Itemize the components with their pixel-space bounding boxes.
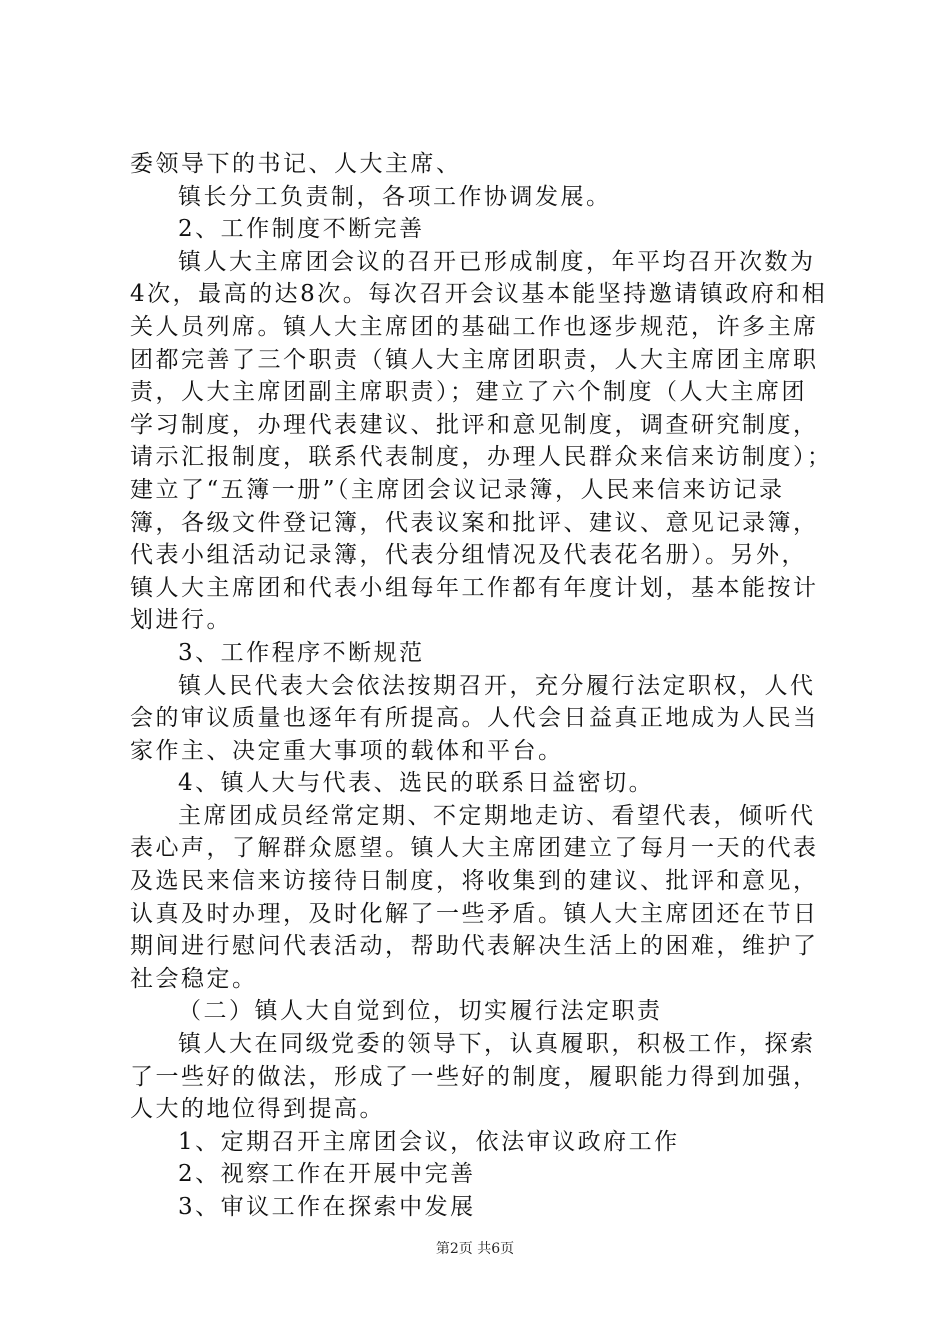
- text-line: 社会稳定。: [130, 965, 258, 992]
- text-line: 家作主、决定重大事项的载体和平台。: [130, 737, 564, 764]
- text-line: 责，人大主席团副主席职责）；建立了六个制度（人大主席团: [130, 379, 807, 406]
- text-line: 代表小组活动记录簿，代表分组情况及代表花名册）。另外，: [130, 542, 807, 569]
- text-line: 主席团成员经常定期、不定期地走访、看望代表，倾听代: [178, 802, 816, 829]
- text-line: 划进行。: [130, 607, 232, 634]
- text-line: 3、审议工作在探索中发展: [178, 1194, 476, 1220]
- text-line: 镇人大主席团和代表小组每年工作都有年度计划，基本能按计: [130, 574, 819, 601]
- text-line: 表心声，了解群众愿望。镇人大主席团建立了每月一天的代表: [130, 835, 819, 862]
- text-line: 建立了“五簿一册”（主席团会议记录簿，人民来信来访记录: [130, 476, 785, 503]
- text-line: 镇长分工负责制，各项工作协调发展。: [178, 183, 612, 210]
- text-line: 镇人大在同级党委的领导下，认真履职，积极工作，探索: [178, 1031, 816, 1058]
- text-line: 关人员列席。镇人大主席团的基础工作也逐步规范，许多主席: [130, 313, 819, 340]
- text-line: 2、视察工作在开展中完善: [178, 1161, 476, 1188]
- text-line: 请示汇报制度，联系代表制度，办理人民群众来信来访制度）；: [130, 444, 833, 471]
- text-line: 及选民来信来访接待日制度，将收集到的建议、批评和意见，: [130, 868, 819, 895]
- text-line: 团都完善了三个职责（镇人大主席团职责，人大主席团主席职: [130, 346, 819, 373]
- text-line: 委领导下的书记、人大主席、: [130, 151, 462, 177]
- text-line: 镇人民代表大会依法按期召开，充分履行法定职权，人代: [178, 672, 816, 699]
- document-body: [130, 148, 833, 1224]
- text-line: 簿，各级文件登记簿，代表议案和批评、建议、意见记录簿，: [130, 509, 819, 536]
- text-line: 人大的地位得到提高。: [130, 1096, 385, 1123]
- text-line: （二）镇人大自觉到位，切实履行法定职责: [178, 998, 663, 1025]
- text-line: 学习制度，办理代表建议、批评和意见制度，调查研究制度，: [130, 411, 819, 438]
- text-line: 2、工作制度不断完善: [178, 216, 425, 243]
- text-line: 期间进行慰问代表活动，帮助代表解决生活上的困难，维护了: [130, 933, 819, 960]
- text-line: 了一些好的做法，形成了一些好的制度，履职能力得到加强，: [130, 1063, 819, 1090]
- text-line: 镇人大主席团会议的召开已形成制度，年平均召开次数为: [178, 248, 816, 275]
- text-line: 1、定期召开主席团会议，依法审议政府工作: [178, 1128, 680, 1155]
- text-line: 认真及时办理，及时化解了一些矛盾。镇人大主席团还在节日: [130, 900, 819, 927]
- text-line: 4次，最高的达8次。每次召开会议基本能坚持邀请镇政府和相: [130, 281, 828, 308]
- text-line: 4、镇人大与代表、选民的联系日益密切。: [178, 770, 655, 797]
- text-line: 3、工作程序不断规范: [178, 639, 425, 666]
- text-line: 会的审议质量也逐年有所提高。人代会日益真正地成为人民当: [130, 705, 819, 732]
- page-footer: 第2页 共6页: [435, 1241, 515, 1257]
